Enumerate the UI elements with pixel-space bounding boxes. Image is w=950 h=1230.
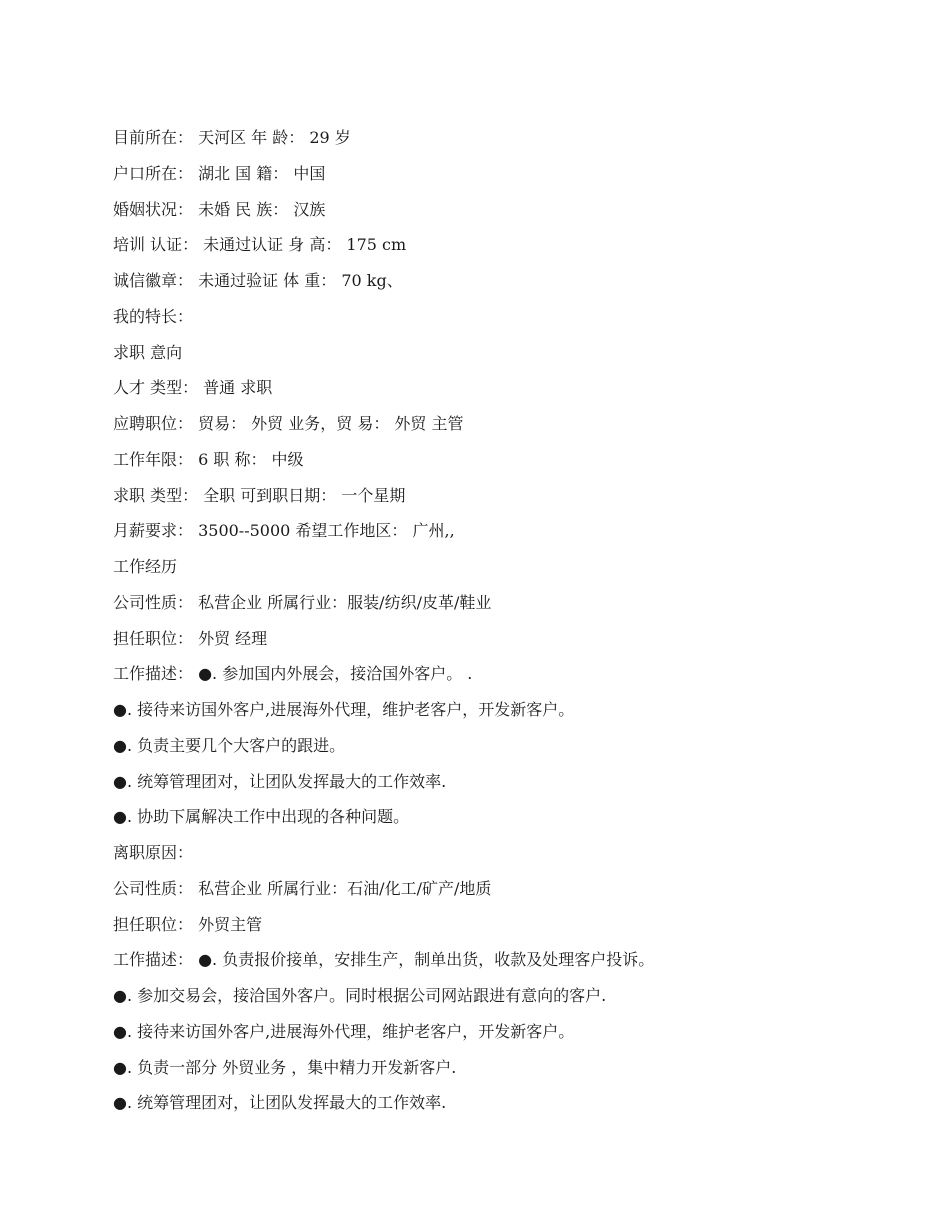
bullet-line: ●. 统筹管理团对，让团队发挥最大的工作效率.: [113, 1093, 447, 1113]
text-line: 担任职位： 外贸主管: [113, 914, 263, 934]
text-line: 应聘职位： 贸易： 外贸 业务，贸 易： 外贸 主管: [113, 414, 464, 433]
text-line: 担任职位： 外贸 经理: [113, 628, 268, 648]
text-line: 目前所在： 天河区 年 龄： 29 岁: [113, 128, 351, 147]
text-line: 公司性质： 私营企业 所属行业：服装/纺织/皮革/鞋业: [113, 592, 492, 612]
text-line: 公司性质： 私营企业 所属行业：石油/化工/矿产/地质: [113, 878, 492, 898]
resume-document: [113, 120, 873, 1121]
text-line: 离职原因：: [113, 843, 194, 862]
text-line: 月薪要求： 3500--5000 希望工作地区： 广州,,: [113, 521, 455, 541]
bullet-line: ●. 参加交易会，接洽国外客户。同时根据公司网站跟进有意向的客户.: [113, 986, 607, 1005]
text-line: 户口所在： 湖北 国 籍： 中国: [113, 163, 326, 183]
text-line: 我的特长：: [113, 306, 194, 326]
text-line: 工作描述： ●. 负责报价接单，安排生产，制单出货，收款及处理客户投诉。: [113, 950, 655, 970]
text-line: 求职 类型： 全职 可到职日期： 一个星期: [113, 485, 406, 505]
text-line: 工作年限： 6 职 称： 中级: [113, 449, 304, 469]
section-heading: 工作经历: [113, 557, 178, 576]
text-line: 工作描述： ●. 参加国内外展会，接洽国外客户。 .: [113, 664, 473, 684]
bullet-line: ●. 负责一部分 外贸业务 ，集中精力开发新客户.: [113, 1057, 457, 1077]
text-line: 婚姻状况： 未婚 民 族： 汉族: [113, 199, 326, 219]
bullet-line: ●. 接待来访国外客户,进展海外代理，维护老客户，开发新客户。: [113, 1021, 575, 1041]
text-line: 诚信徽章： 未通过验证 体 重： 70 kg、: [113, 271, 403, 290]
section-heading: 求职 意向: [113, 342, 183, 362]
text-line: 人才 类型： 普通 求职: [113, 378, 273, 398]
bullet-line: ●. 协助下属解决工作中出现的各种问题。: [113, 807, 410, 827]
bullet-line: ●. 统筹管理团对，让团队发挥最大的工作效率.: [113, 771, 447, 791]
text-line: 培训 认证： 未通过认证 身 高： 175 cm: [113, 235, 407, 255]
bullet-line: ●. 接待来访国外客户,进展海外代理，维护老客户，开发新客户。: [113, 700, 575, 719]
bullet-line: ●. 负责主要几个大客户的跟进。: [113, 735, 346, 755]
